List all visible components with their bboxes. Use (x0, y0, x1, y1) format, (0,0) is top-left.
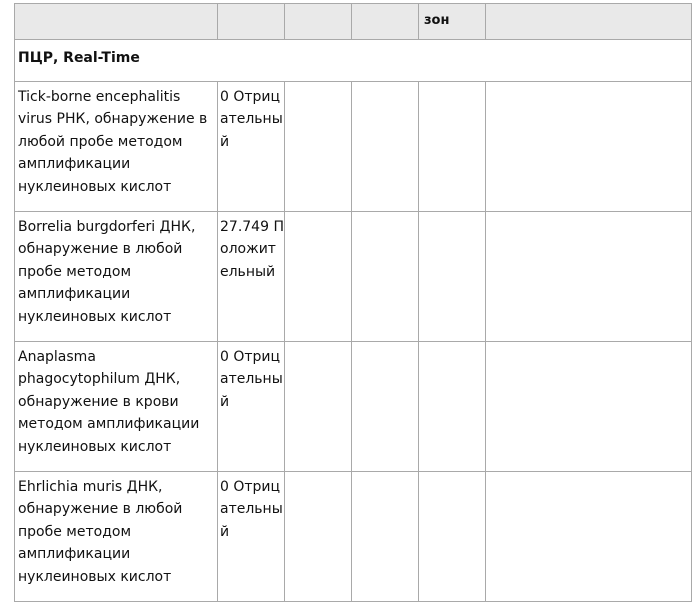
section-title-cell (15, 40, 692, 82)
empty-cell (419, 342, 486, 472)
empty-cell (352, 212, 419, 342)
test-name-cell (15, 472, 218, 602)
empty-cell (486, 212, 692, 342)
results-table (14, 3, 692, 602)
header-cell (285, 4, 352, 40)
result-interpretation: Положительный (220, 219, 284, 280)
result-interpretation: Отрицательный (220, 479, 283, 540)
result-value (218, 82, 284, 153)
header-row (15, 4, 692, 40)
empty-cell (486, 82, 692, 212)
result-number: 27.749 (220, 219, 269, 235)
table-row (15, 472, 692, 602)
result-interpretation: Отрицательный (220, 349, 283, 410)
result-value (218, 212, 284, 283)
empty-cell (285, 212, 352, 342)
test-name: Ehrlichia muris ДНК, обнаружение в любой пробе методом амплификации нуклеиновых кислот (18, 479, 183, 585)
empty-cell (352, 82, 419, 212)
empty-cell (285, 342, 352, 472)
section-title: ПЦР, Real-Time (18, 50, 140, 66)
section-row (15, 40, 692, 82)
result-cell (218, 212, 285, 342)
result-number: 0 (220, 479, 229, 495)
result-cell (218, 342, 285, 472)
empty-cell (352, 472, 419, 602)
table-row (15, 82, 692, 212)
result-number: 0 (220, 89, 229, 105)
header-cell (218, 4, 285, 40)
test-name-cell (15, 82, 218, 212)
empty-cell (486, 342, 692, 472)
empty-cell (285, 82, 352, 212)
table-row (15, 342, 692, 472)
result-number: 0 (220, 349, 229, 365)
result-cell (218, 82, 285, 212)
test-name: Anaplasma phagocytophilum ДНК, обнаружение в крови методом амплификации нуклеиновых кислот (18, 349, 200, 455)
empty-cell (419, 472, 486, 602)
table-row (15, 212, 692, 342)
result-cell (218, 472, 285, 602)
test-name: Tick-borne encephalitis virus РНК, обнаружение в любой пробе методом амплификации нуклеиновых кислот (18, 89, 208, 195)
header-cell-text: зон (424, 13, 450, 29)
header-cell (486, 4, 692, 40)
test-name-cell (15, 212, 218, 342)
header-cell (15, 4, 218, 40)
test-name: Borrelia burgdorferi ДНК, обнаружение в любой пробе методом амплификации нуклеиновых кислот (18, 219, 196, 325)
result-value (218, 342, 284, 413)
result-value (218, 472, 284, 543)
empty-cell (419, 212, 486, 342)
header-cell (352, 4, 419, 40)
result-interpretation: Отрицательный (220, 89, 283, 150)
test-name-cell (15, 342, 218, 472)
empty-cell (285, 472, 352, 602)
empty-cell (419, 82, 486, 212)
empty-cell (486, 472, 692, 602)
empty-cell (352, 342, 419, 472)
header-cell (419, 4, 486, 40)
